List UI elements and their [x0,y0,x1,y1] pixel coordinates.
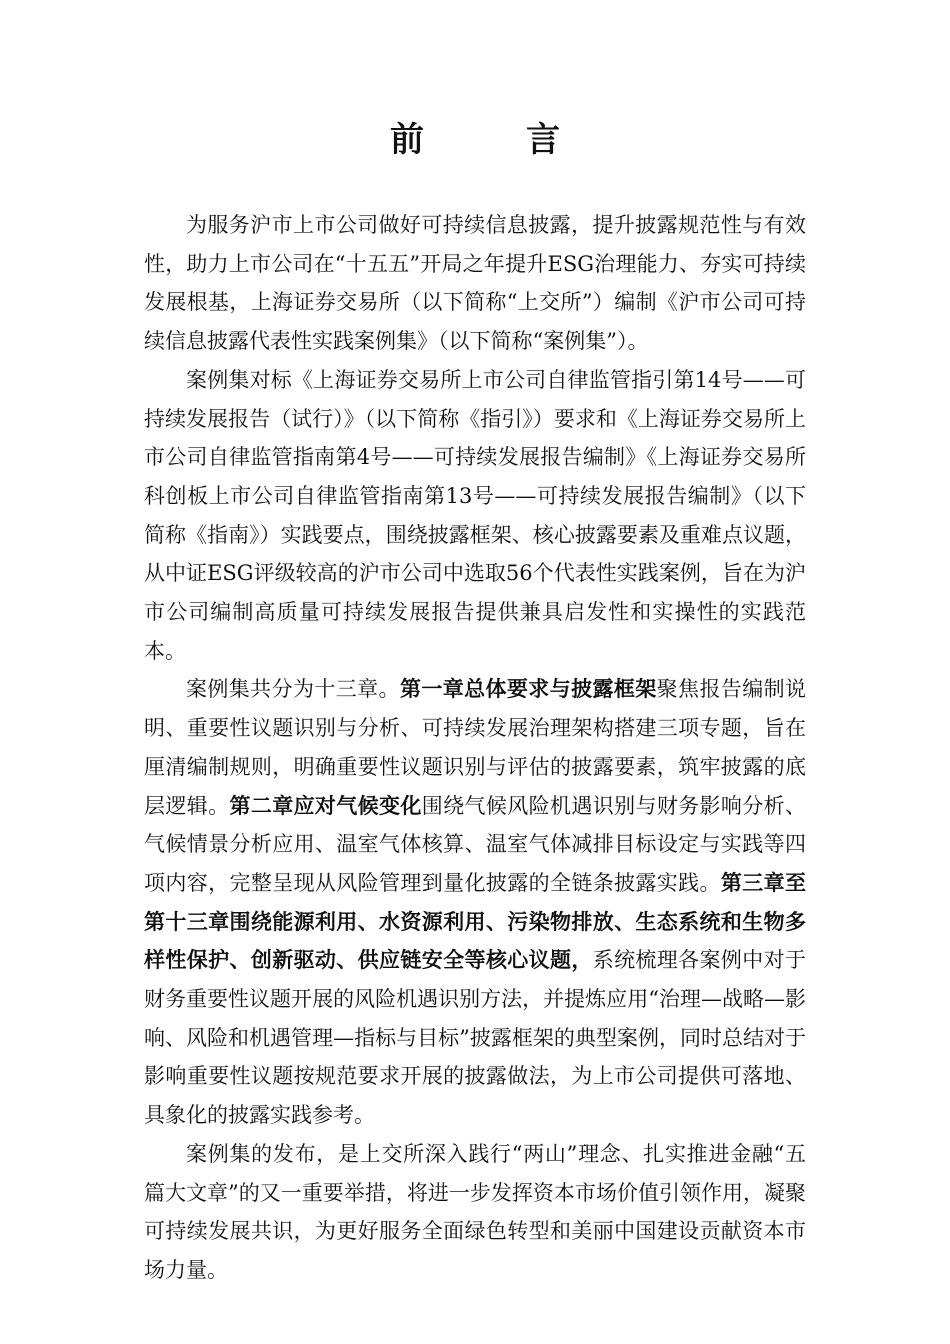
paragraph-2 [144,361,806,671]
paragraph-1 [144,206,806,361]
paragraph-3-intro: 案例集共分为十三章。 [186,677,400,702]
paragraph-2-text: 案例集对标《上海证券交易所上市公司自律监管指引第14号——可持续发展报告（试行）》（以下简称《指引》）要求和《上海证券交易所上市公司自律监管指南第4号——可持续发展报告编制》《上海证券交易所科创板上市公司自律监管指南第13号——可持续发展报告编制》（以下简称《指南》）实践要点，围绕披露框架、核心披露要素及重难点议题，从中证ESG评级较高的沪市公司中选取56个代表性实践案例，旨在为沪市公司编制高质量可持续发展报告提供兼具启发性和实操性的实践范本。 [144,367,806,663]
chapter-2-description: 围绕气候风险机遇识别与财务影响分析、气候情景分析应用、温室气体核算、温室气体减排目标设定与实践等四项内容，完整呈现从风险管理到量化披露的全链条披露实践。 [144,793,807,895]
chapter-1-description: 聚焦报告编制说明、重要性议题识别与分析、可持续发展治理架构搭建三项专题，旨在厘清编制规则，明确重要性议题识别与评估的披露要素，筑牢披露的底层逻辑。 [144,677,807,818]
paragraph-1-text: 为服务沪市上市公司做好可持续信息披露，提升披露规范性与有效性，助力上市公司在“十五五”开局之年提升ESG治理能力、夯实可持续发展根基，上海证券交易所（以下简称“上交所”）编制《沪市公司可持续信息披露代表性实践案例集》（以下简称“案例集”）。 [144,213,806,354]
page-title: 前 言 [390,120,594,160]
preface-body [144,206,806,1290]
chapter-3-13-heading: 第三章至第十三章围绕能源利用、水资源利用、污染物排放、生态系统和生物多样性保护、创新驱动、供应链安全等核心议题， [144,869,807,973]
paragraph-3 [144,670,806,1134]
paragraph-4-text: 案例集的发布，是上交所深入践行“两山”理念、扎实推进金融“五篇大文章”的又一重要举措，将进一步发挥资本市场价值引领作用，凝聚可持续发展共识，为更好服务全面绿色转型和美丽中国建设贡献资本市场力量。 [144,1141,806,1282]
chapter-1-heading: 第一章总体要求与披露框架 [399,676,657,702]
chapter-2-heading: 第二章应对气候变化 [229,792,422,818]
paragraph-4 [144,1135,806,1290]
chapter-3-13-description: 系统梳理各案例中对于财务重要性议题开展的风险机遇识别方法，并提炼应用“治理—战略—影响、风险和机遇管理—指标与目标”披露框架的典型案例，同时总结对于影响重要性议题按规范要求开展的披露做法，为上市公司提供可落地、具象化的披露实践参考。 [144,948,807,1128]
